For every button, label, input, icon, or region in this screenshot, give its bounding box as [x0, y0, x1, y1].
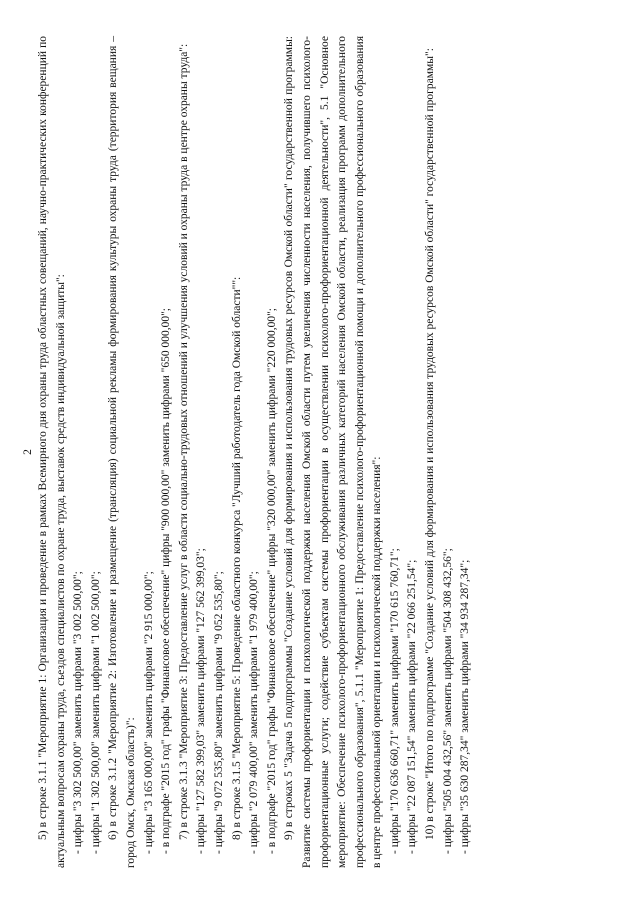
list-item: - цифры "1 302 500,00" заменить цифрами "1 002 500,00"; [89, 571, 102, 854]
paragraph-6: 6) в строке 3.1.2 "Мероприятие 2: Изготовление и размещение (трансляция) социальной рекламы формирования культуры охраны труда (территория вещания – город Омск, Омская область)": [107, 36, 137, 868]
list-item: - цифры "170 636 660,71" заменить цифрами "170 615 760,71"; [388, 548, 401, 854]
list-item: - цифры "35 630 287,34" заменить цифрами "34 934 287,34"; [459, 559, 472, 854]
page-number: 2 [22, 449, 34, 455]
paragraph-9: 9) в строках 5 "Задача 5 подпрограммы "Создание условий для формирования и использования трудовых ресурсов Омской области" государственной программы: Развитие системы профориентации и психологической поддержки населения Омской области путем увеличения численности населения, получившего психолого-профориентационные услуги; содействие субъектам системы профориентации в осуществлении психолого-профориентационной деятельности", 5.1 "Основное мероприятие: Обеспечение психолого-профориентационного обслуживания различных категорий населения Омской области, реализация программ дополнительного профессионального образования", 5.1.1 "Мероприятие 1: Предоставление психолого-профориентационной помощи и дополнительного профессионального образования в центре профессиональной ориентации и психологической поддержки населения": [283, 36, 384, 868]
document-body [35, 36, 605, 868]
list-item: - в подграфе "2015 год" графы "Финансовое обеспечение" цифры "900 000,00" заменить цифрами "650 000,00"; [160, 308, 173, 854]
list-item: - цифры "3 165 000,00" заменить цифрами "2 915 000,00"; [142, 571, 155, 854]
paragraph-7: 7) в строке 3.1.3 "Мероприятие 3: Предоставление услуг в области социально-трудовых отношений и улучшения условий и охраны труда в центре охраны труда": [177, 43, 190, 840]
paragraph-10: 10) в строке "Итого по подпрограмме "Создание условий для формирования и использования трудовых ресурсов Омской области" государственной программы": [424, 48, 437, 840]
list-item: - цифры "9 072 535,80" заменить цифрами "9 052 535,80"; [212, 571, 225, 854]
list-item: - в подграфе "2015 год" графы "Финансовое обеспечение" цифры "320 000,00" заменить цифрами "220 000,00"; [265, 308, 278, 854]
list-item: - цифры "22 087 151,54" заменить цифрами "22 066 251,54"; [406, 559, 419, 854]
list-item: - цифры "2 079 400,00" заменить цифрами "1 979 400,00"; [248, 571, 261, 854]
list-item: - цифры "505 004 432,56" заменить цифрами "504 308 432,56"; [441, 548, 454, 854]
list-item: - цифры "3 302 500,00" заменить цифрами "3 002 500,00"; [72, 571, 85, 854]
list-item: - цифры "127 582 399,03" заменить цифрами "127 562 399,03"; [195, 548, 208, 854]
paragraph-5: 5) в строке 3.1.1 "Мероприятие 1: Организация и проведение в рамках Всемирного дня охраны труда областных совещаний, научно-практических конференций по актуальным вопросам охраны труда, съездов специалистов по охране труда, выставок средств индивидуальной защиты": [37, 36, 67, 868]
paragraph-8: 8) в строке 3.1.5 "Мероприятие 5: Проведение областного конкурса "Лучший работодатель года Омской области"": [230, 276, 243, 840]
